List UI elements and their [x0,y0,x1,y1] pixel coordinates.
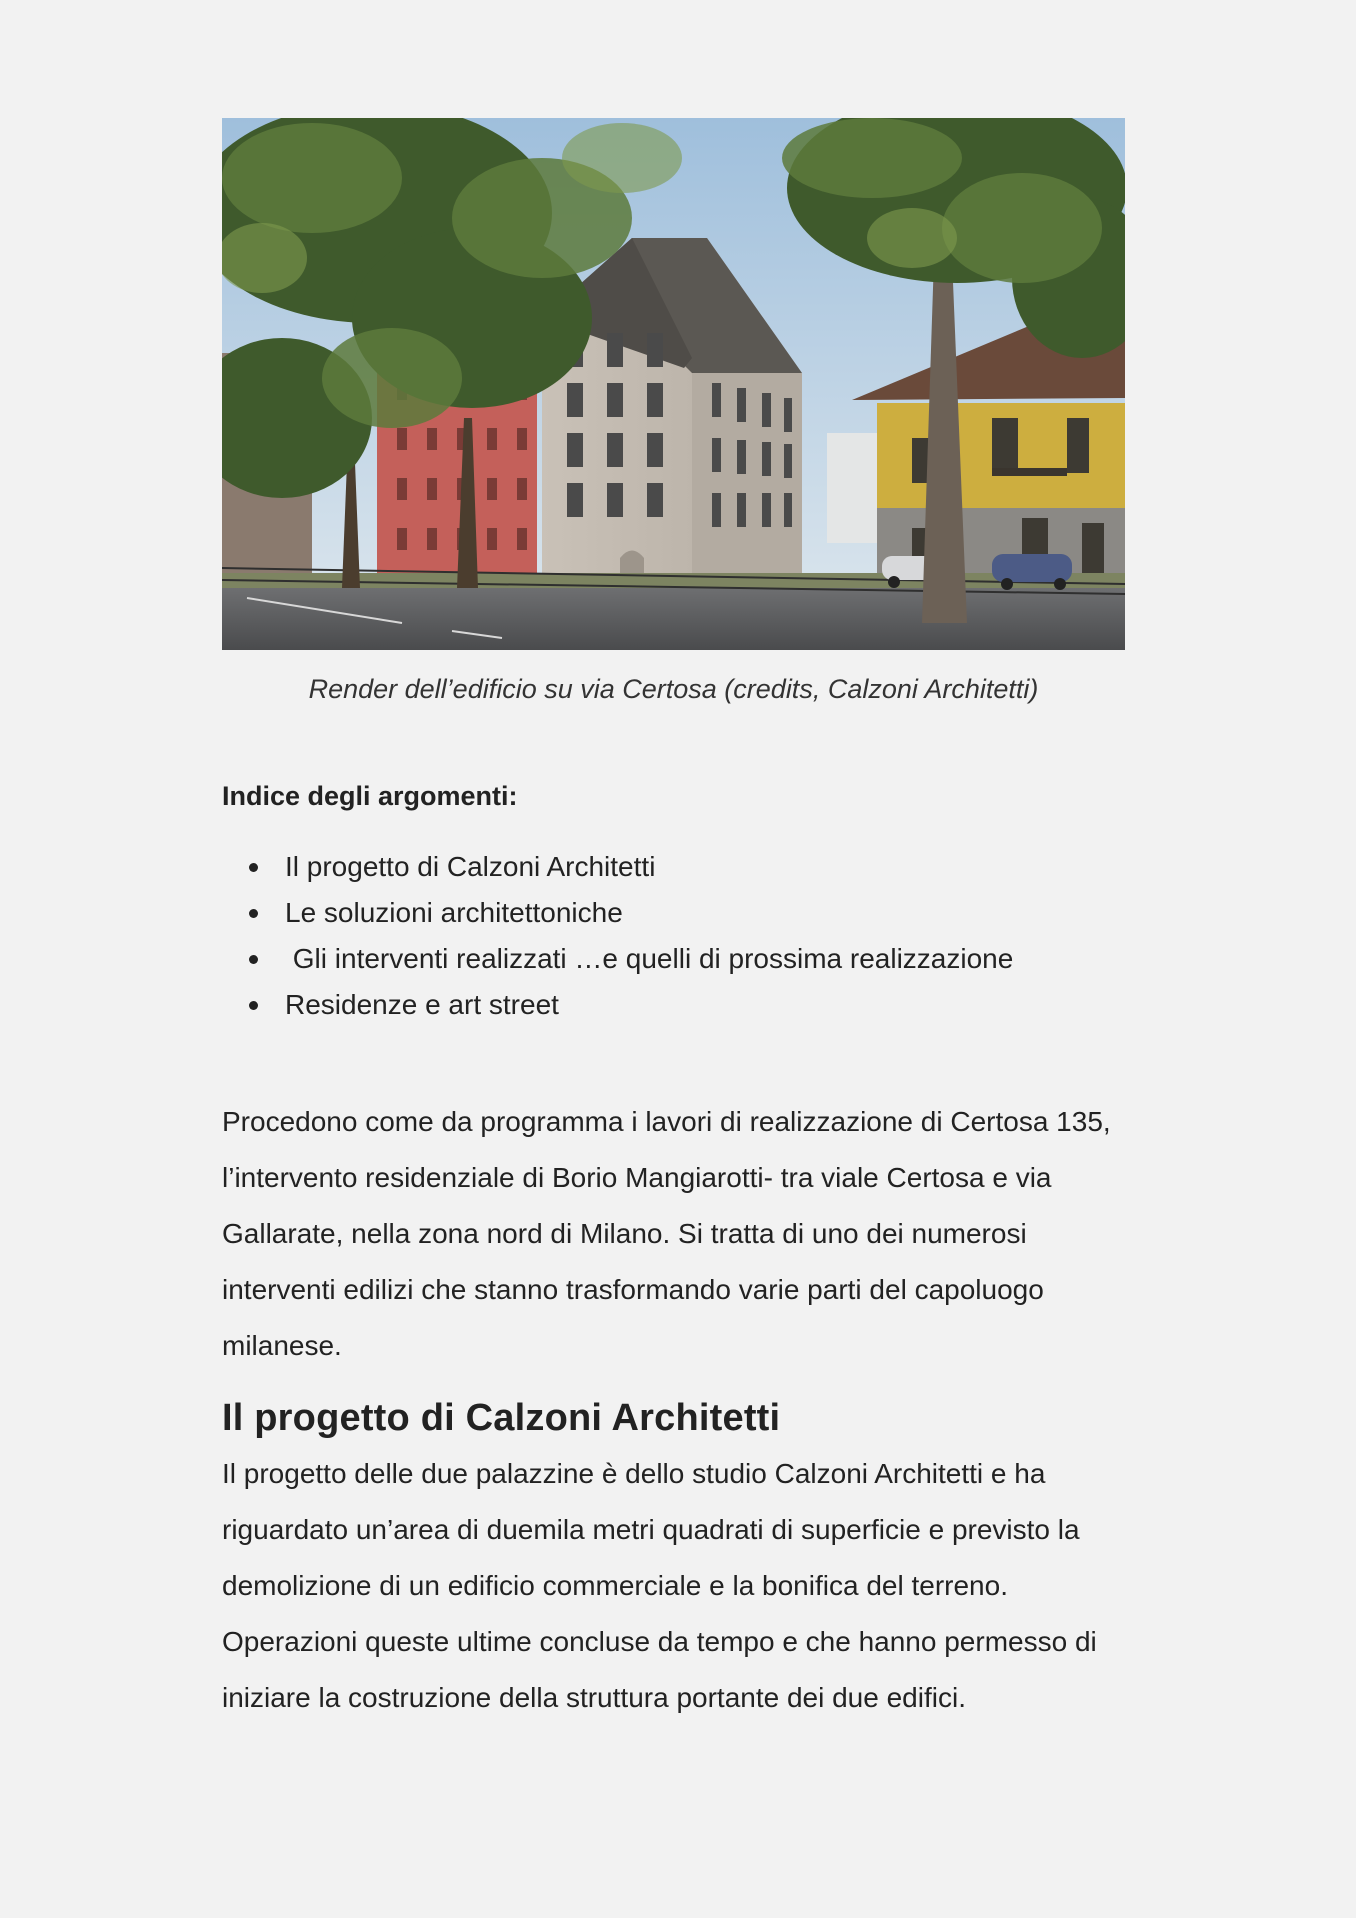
bullet-icon [249,1001,258,1010]
bullet-icon [249,909,258,918]
bullet-icon [249,955,258,964]
image-caption: Render dell’edificio su via Certosa (credits, Calzoni Architetti) [308,674,1039,704]
toc-item[interactable] [222,936,1125,982]
toc-item-label[interactable]: Le soluzioni architettoniche [285,897,623,928]
section-paragraph: Il progetto delle due palazzine è dello studio Calzoni Architetti e ha riguardato un’area di duemila metri quadrati di superficie e previsto la demolizione di un edificio commerciale e la bonifica del terreno. Operazioni queste ultime concluse da tempo e che hanno permesso di iniziare la costruzione della struttura portante dei due edifici. [222,1458,1097,1713]
toc-item-label[interactable]: Residenze e art street [285,989,559,1020]
toc-item[interactable] [222,982,1125,1028]
building-render-image [222,118,1125,650]
toc-title: Indice degli argomenti: [222,781,518,811]
toc-item-label[interactable]: Il progetto di Calzoni Architetti [285,851,656,882]
bullet-icon [249,863,258,872]
toc-list [222,844,1125,1028]
toc-item[interactable] [222,844,1125,890]
intro-paragraph: Procedono come da programma i lavori di realizzazione di Certosa 135, l’intervento residenziale di Borio Mangiarotti- tra viale Certosa e via Gallarate, nella zona nord di Milano. Si tratta di uno dei numerosi interventi edilizi che stanno trasformando varie parti del capoluogo milanese. [222,1106,1111,1361]
section-heading: Il progetto di Calzoni Architetti [222,1397,781,1439]
toc-item[interactable] [222,890,1125,936]
toc-item-label[interactable]: Gli interventi realizzati …e quelli di prossima realizzazione [285,943,1014,974]
article [222,118,1125,1726]
